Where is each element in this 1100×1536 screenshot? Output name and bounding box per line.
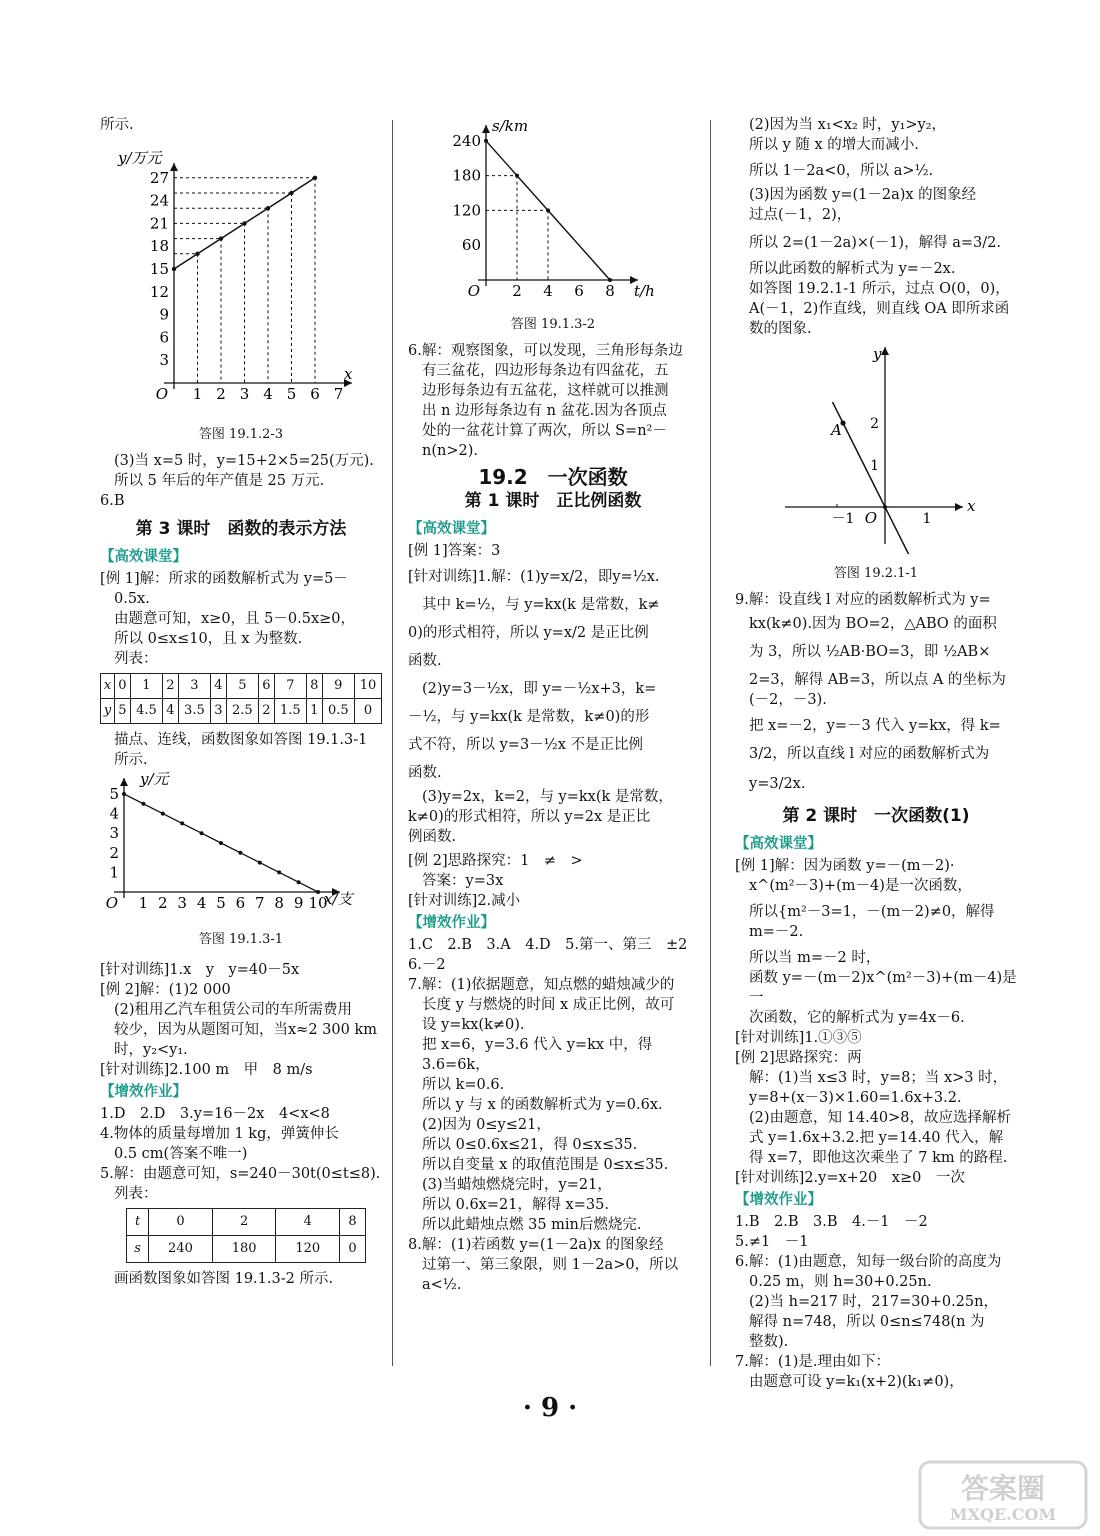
text-line: 整数). bbox=[749, 1334, 789, 1350]
origin-label: O bbox=[864, 509, 877, 527]
table-cell: 4 bbox=[163, 699, 178, 724]
text-line: 所示. bbox=[100, 117, 134, 133]
chart-fig-19-1-2-3 bbox=[100, 135, 382, 445]
text-line: [针对训练]1.①③⑤ bbox=[735, 1030, 862, 1046]
table-cell: 2 bbox=[259, 699, 274, 724]
text-line: (2)当 h=217 时，217=30+0.25n， bbox=[749, 1294, 998, 1310]
text-line: [针对训练]2.y=x+20 x≥0 一次 bbox=[735, 1170, 965, 1186]
x-axis-label: x/支 bbox=[324, 890, 353, 908]
text-line: 描点、连线，函数图象如答图 19.1.3-1 bbox=[114, 732, 368, 748]
x-tick-label: 1 bbox=[192, 385, 203, 403]
data-point bbox=[180, 821, 184, 825]
table-cell: 10 bbox=[355, 674, 382, 699]
text-line: 长度 y 与燃烧的时间 x 成正比例，故可 bbox=[422, 997, 675, 1013]
x-tick-label: 4 bbox=[263, 385, 273, 403]
y-tick-label: 9 bbox=[159, 305, 169, 324]
column-1 bbox=[100, 115, 382, 1289]
text-line: 为 3，所以 ½AB·BO=3，即 ½AB× bbox=[749, 644, 991, 660]
text-line: 式不符，所以 y=3－½x 不是正比例 bbox=[408, 737, 644, 753]
value-table bbox=[126, 1208, 366, 1263]
page-number: · 9 · bbox=[522, 1393, 578, 1423]
text-line: (3)当蜡烛燃烧完时，y=21， bbox=[422, 1177, 612, 1193]
y-tick-label: 2 bbox=[109, 843, 119, 862]
section-header: 【增效作业】 bbox=[735, 1192, 822, 1208]
text-line: [例 2]解：(1)2 000 bbox=[100, 982, 231, 998]
x-tick-label: 8 bbox=[605, 282, 615, 300]
lesson-title: 第 1 课时 正比例函数 bbox=[464, 491, 642, 511]
section-header: 【增效作业】 bbox=[408, 915, 495, 931]
table-cell: x bbox=[101, 674, 115, 699]
section-header: 【高效课堂】 bbox=[735, 836, 822, 852]
origin-label: O bbox=[467, 282, 480, 300]
section-title: 19.2 一次函数 bbox=[478, 465, 628, 489]
data-point bbox=[266, 206, 270, 210]
table-cell: 8 bbox=[340, 1209, 366, 1236]
text-line: 得 x=7，即他这次乘坐了 7 km 的路程. bbox=[749, 1150, 1008, 1166]
text-line: 所以 0≤x≤10，且 x 为整数. bbox=[114, 631, 303, 647]
table-cell: 2.5 bbox=[226, 699, 259, 724]
text-line: 0.25 m，则 h=30+0.25n. bbox=[749, 1274, 932, 1290]
text-line: 有三盆花，四边形每条边有四盆花，五 bbox=[422, 363, 669, 379]
table-cell: 1 bbox=[130, 674, 163, 699]
y-axis-label: y/万元 bbox=[118, 149, 162, 167]
line-chart bbox=[408, 115, 698, 305]
text-line: (2)因为 0≤y≤21， bbox=[422, 1117, 551, 1133]
text-line: 所以 0.6x=21，解得 x=35. bbox=[422, 1197, 609, 1213]
table-row bbox=[101, 674, 382, 699]
text-line: n(n>2). bbox=[422, 443, 478, 459]
text-line: [例 2]思路探究：1 ≠ > bbox=[408, 853, 583, 869]
x-tick-label: 2 bbox=[512, 282, 522, 300]
data-point bbox=[242, 221, 246, 225]
text-line: 如答图 19.2.1-1 所示，过点 O(0，0)， bbox=[749, 281, 1010, 297]
text-line: a<½. bbox=[422, 1277, 462, 1293]
text-line: 3.6=6k， bbox=[422, 1057, 490, 1073]
y-tick-label: 21 bbox=[149, 214, 169, 233]
data-point bbox=[316, 890, 320, 894]
x-tick-label: 6 bbox=[310, 385, 320, 403]
table-cell: 1 bbox=[307, 699, 322, 724]
text-line: 数的图象. bbox=[749, 321, 812, 337]
data-point bbox=[238, 851, 242, 855]
text-line: 所以此函数的解析式为 y=－2x. bbox=[749, 261, 956, 277]
column-2 bbox=[408, 115, 698, 1295]
value-table bbox=[100, 673, 382, 724]
column-divider bbox=[710, 120, 711, 1366]
text-line: 所以 5 年后的年产值是 25 万元. bbox=[114, 473, 325, 489]
text-line: 较少，因为从题图可知，当x≈2 300 km bbox=[114, 1022, 377, 1038]
x-tick-label: 5 bbox=[286, 385, 297, 403]
text-line: (2)由题意，知 14.40>8，故应选择解析 bbox=[749, 1110, 1012, 1126]
text-line: (2)y=3－½x，即 y=－½x+3，k= bbox=[422, 681, 657, 697]
text-line: x^(m²－3)+(m－4)是一次函数， bbox=[749, 878, 972, 894]
text-line: 函数. bbox=[408, 765, 442, 781]
text-line: 把 x=－2，y=－3 代入 y=kx，得 k= bbox=[749, 718, 1001, 734]
text-line: 所以{m²－3=1，－(m－2)≠0，解得 m=－2. bbox=[749, 904, 1000, 940]
line-chart bbox=[100, 770, 382, 920]
text-line: 7.解：(1)是.理由如下： bbox=[735, 1354, 890, 1370]
text-line: 设 y=kx(k≠0). bbox=[422, 1017, 525, 1033]
data-point bbox=[546, 208, 550, 212]
text-line: k≠0)的形式相符，所以 y=2x 是正比 bbox=[408, 809, 651, 825]
y-axis-arrow bbox=[170, 163, 178, 171]
chart-fig-19-2-1-1 bbox=[735, 339, 1017, 584]
point-label: A bbox=[831, 421, 842, 439]
y-tick-label: 3 bbox=[109, 824, 119, 843]
table-cell: 0 bbox=[340, 1236, 366, 1263]
data-point bbox=[161, 812, 165, 816]
text-line: (－2，－3). bbox=[749, 692, 827, 708]
line-chart bbox=[735, 339, 1017, 554]
y-tick-label: 5 bbox=[109, 785, 119, 803]
data-point bbox=[200, 831, 204, 835]
chart-fig-19-1-3-1 bbox=[100, 770, 382, 950]
text-line: 所以自变量 x 的取值范围是 0≤x≤35. bbox=[422, 1157, 669, 1173]
y-tick-label: 2 bbox=[870, 416, 879, 432]
table-cell: 5 bbox=[226, 674, 259, 699]
text-line: 所以此蜡烛点燃 35 min后燃烧完. bbox=[422, 1217, 642, 1233]
line-chart bbox=[100, 135, 382, 415]
figure-caption: 答图 19.1.2-3 bbox=[198, 427, 284, 442]
text-line: y=3/2x. bbox=[749, 776, 806, 792]
text-line: [例 2]思路探究：两 bbox=[735, 1050, 862, 1066]
data-point bbox=[195, 252, 199, 256]
text-line: [针对训练]1.解：(1)y=x/2，即y=½x. bbox=[408, 569, 660, 585]
chart-fig-19-1-3-2 bbox=[408, 115, 698, 335]
text-line: [例 1]解：所求的函数解析式为 y=5－ bbox=[100, 571, 348, 587]
lesson-title: 第 2 课时 一次函数(1) bbox=[782, 806, 970, 826]
y-axis-arrow bbox=[881, 347, 889, 355]
x-tick-label: －1 bbox=[831, 511, 855, 527]
y-axis-label: s/km bbox=[492, 117, 529, 135]
table-cell: 3 bbox=[211, 699, 226, 724]
x-tick-label: 9 bbox=[293, 894, 304, 912]
text-line: 9.解：设直线 l 对应的函数解析式为 y= bbox=[735, 592, 991, 608]
x-tick-label: 3 bbox=[177, 894, 187, 912]
y-tick-label: 3 bbox=[159, 351, 169, 370]
text-line: 时，y₂<y₁. bbox=[114, 1042, 188, 1058]
text-line: (3)当 x=5 时，y=15+2×5=25(万元). bbox=[114, 453, 374, 469]
text-line: 列表： bbox=[114, 651, 158, 667]
x-axis-label: t/h bbox=[634, 282, 655, 300]
table-cell: 7 bbox=[274, 674, 307, 699]
text-line: [例 1]解：因为函数 y=－(m－2)· bbox=[735, 858, 955, 874]
data-point bbox=[258, 861, 262, 865]
x-tick-label: 3 bbox=[239, 385, 250, 403]
table-cell: 4 bbox=[276, 1209, 340, 1236]
table-cell: 0 bbox=[355, 699, 382, 724]
text-line: 把 x=6，y=3.6 代入 y=kx 中，得 bbox=[422, 1037, 653, 1053]
text-line: 6.B bbox=[100, 493, 125, 509]
x-tick-label: 4 bbox=[543, 282, 553, 300]
text-line: －½，与 y=kx(k 是常数，k≠0)的形 bbox=[408, 709, 650, 725]
text-line: 0.5 cm(答案不唯一) bbox=[114, 1146, 248, 1162]
text-line: 过点(－1，2)， bbox=[749, 207, 852, 223]
text-line: [针对训练]1.x y y=40－5x bbox=[100, 962, 300, 978]
table-cell: 5 bbox=[115, 699, 130, 724]
text-line: 8.解：(1)若函数 y=(1－2a)x 的图象经 bbox=[408, 1237, 664, 1253]
y-axis-arrow bbox=[120, 778, 128, 786]
text-line: 所以 y 与 x 的函数解析式为 y=0.6x. bbox=[422, 1097, 663, 1113]
text-line: 所以 y 随 x 的增大而减小. bbox=[749, 137, 919, 153]
x-tick-label: 2 bbox=[216, 385, 226, 403]
text-line: 其中 k=½，与 y=kx(k 是常数，k≠ bbox=[422, 597, 660, 613]
table-cell: t bbox=[127, 1209, 149, 1236]
data-point bbox=[484, 139, 488, 143]
x-tick-label: 7 bbox=[255, 894, 265, 912]
x-tick-label: 8 bbox=[274, 894, 284, 912]
table-cell: y bbox=[101, 699, 115, 724]
table-cell: 0 bbox=[149, 1209, 213, 1236]
origin-label: O bbox=[105, 894, 118, 912]
text-line: 解：(1)当 x≤3 时，y=8；当 x>3 时， bbox=[749, 1070, 1008, 1086]
y-tick-label: 60 bbox=[461, 236, 481, 255]
x-tick-label: 5 bbox=[216, 894, 226, 912]
text-line: 所以当 m=－2 时， bbox=[749, 950, 881, 966]
text-line: 过第一、第三象限，则 1－2a>0，所以 bbox=[422, 1257, 679, 1273]
table-cell: 1.5 bbox=[274, 699, 307, 724]
watermark-url: MXQE.COM bbox=[949, 1505, 1057, 1524]
section-header: 【高效课堂】 bbox=[408, 521, 495, 537]
text-line: 函数. bbox=[408, 653, 442, 669]
text-line: 6.－2 bbox=[408, 957, 446, 973]
data-point bbox=[297, 880, 301, 884]
text-line: 由题意可知，x≥0，且 5－0.5x≥0， bbox=[114, 611, 355, 627]
x-tick-label: 2 bbox=[158, 894, 168, 912]
text-line: 次函数，它的解析式为 y=4x－6. bbox=[749, 1010, 965, 1026]
table-cell: 4 bbox=[211, 674, 226, 699]
table-row bbox=[127, 1236, 366, 1263]
data-point bbox=[277, 870, 281, 874]
data-point bbox=[608, 278, 612, 282]
table-cell: 2 bbox=[163, 674, 178, 699]
data-point bbox=[172, 267, 176, 271]
data-point bbox=[883, 505, 887, 509]
x-tick-label: 6 bbox=[235, 894, 246, 912]
text-line: 所以 0≤0.6x≤21，得 0≤x≤35. bbox=[422, 1137, 638, 1153]
y-tick-label: 240 bbox=[452, 131, 481, 150]
table-cell: 3.5 bbox=[178, 699, 211, 724]
y-axis-label: y/元 bbox=[140, 770, 169, 788]
table-row bbox=[127, 1209, 366, 1236]
text-line: 画函数图象如答图 19.1.3-2 所示. bbox=[114, 1271, 334, 1287]
section-header: 【增效作业】 bbox=[100, 1084, 187, 1100]
text-line: 处的一盆花计算了两次，所以 S=n²－ bbox=[422, 423, 667, 439]
x-tick-label: 10 bbox=[308, 894, 328, 912]
column-divider bbox=[392, 120, 393, 1366]
y-tick-label: 1 bbox=[870, 458, 879, 474]
text-line: 1.C 2.B 3.A 4.D 5.第一、第三 ±2 bbox=[408, 937, 688, 953]
text-line: 0)的形式相符，所以 y=x/2 是正比例 bbox=[408, 625, 649, 641]
x-axis-label: x bbox=[967, 497, 976, 515]
origin-label: O bbox=[155, 385, 168, 403]
y-tick-label: 27 bbox=[149, 168, 169, 187]
x-axis-label: x bbox=[344, 365, 353, 383]
text-line: 所以 1－2a<0，所以 a>½. bbox=[749, 163, 934, 179]
text-line: 6.解：(1)由题意，知每一级台阶的高度为 bbox=[735, 1254, 1002, 1270]
text-line: 6.解：观察图象，可以发现，三角形每条边 bbox=[408, 343, 683, 359]
data-point bbox=[289, 191, 293, 195]
column-3 bbox=[735, 115, 1017, 1392]
figure-caption: 答图 19.1.3-1 bbox=[198, 932, 284, 947]
y-tick-label: 180 bbox=[452, 166, 481, 185]
y-tick-label: 1 bbox=[109, 863, 119, 882]
x-tick-label: 6 bbox=[574, 282, 584, 300]
data-point bbox=[141, 802, 145, 806]
x-tick-label: 1 bbox=[138, 894, 149, 912]
text-line: 4.物体的质量每增加 1 kg，弹簧伸长 bbox=[100, 1126, 339, 1142]
y-axis-label: y bbox=[873, 345, 882, 363]
text-line: y=8+(x－3)×1.60=1.6x+3.2. bbox=[749, 1090, 962, 1106]
y-axis-arrow bbox=[482, 125, 490, 133]
text-line: 1.D 2.D 3.y=16－2x 4<x<8 bbox=[100, 1106, 330, 1122]
x-axis-arrow bbox=[955, 503, 963, 511]
table-cell: 0.5 bbox=[322, 699, 355, 724]
data-point bbox=[313, 176, 317, 180]
figure-caption: 答图 19.1.3-2 bbox=[510, 317, 596, 332]
text-line: [例 1]答案：3 bbox=[408, 543, 501, 559]
text-line: [针对训练]2.100 m 甲 8 m/s bbox=[100, 1062, 313, 1078]
text-line: 答案：y=3x bbox=[422, 873, 504, 889]
section-header: 【高效课堂】 bbox=[100, 549, 187, 565]
text-line: 所以 k=0.6. bbox=[422, 1077, 505, 1093]
table-cell: 9 bbox=[322, 674, 355, 699]
data-point bbox=[515, 174, 519, 178]
data-point bbox=[219, 236, 223, 240]
text-line: 函数 y=－(m－2)x^(m²－3)+(m－4)是一 bbox=[749, 970, 1017, 1006]
text-line: 7.解：(1)依据题意，知点燃的蜡烛减少的 bbox=[408, 977, 675, 993]
data-point bbox=[219, 841, 223, 845]
table-cell: 0 bbox=[115, 674, 130, 699]
table-cell: 8 bbox=[307, 674, 322, 699]
text-line: 5.解：由题意可知，s=240－30t(0≤t≤8). bbox=[100, 1166, 381, 1182]
text-line: 所示. bbox=[114, 752, 148, 768]
text-line: 由题意可设 y=k₁(x+2)(k₁≠0)， bbox=[749, 1374, 964, 1390]
text-line: 0.5x. bbox=[114, 591, 150, 607]
x-tick-label: 1 bbox=[922, 511, 932, 527]
text-line: 2=3，解得 AB=3，所以点 A 的坐标为 bbox=[749, 672, 1006, 688]
text-line: (3)因为函数 y=(1－2a)x 的图象经 bbox=[749, 187, 977, 203]
text-line: kx(k≠0).因为 BO=2，△ABO 的面积 bbox=[749, 616, 997, 632]
x-tick-label: 4 bbox=[196, 894, 207, 912]
text-line: 3/2，所以直线 l 对应的函数解析式为 bbox=[749, 746, 990, 762]
table-cell: 3 bbox=[178, 674, 211, 699]
text-line: [针对训练]2.减小 bbox=[408, 893, 521, 909]
table-cell: 4.5 bbox=[130, 699, 163, 724]
table-row bbox=[101, 699, 382, 724]
text-line: (2)因为当 x₁<x₂ 时，y₁>y₂， bbox=[749, 117, 947, 133]
table-cell: 120 bbox=[276, 1236, 340, 1263]
watermark-logo bbox=[918, 1460, 1088, 1530]
text-line: 出 n 边形每条边有 n 盆花.因为各顶点 bbox=[422, 403, 667, 419]
y-tick-label: 24 bbox=[149, 191, 169, 210]
table-cell: 6 bbox=[259, 674, 274, 699]
lesson-title: 第 3 课时 函数的表示方法 bbox=[135, 519, 347, 539]
table-cell: s bbox=[127, 1236, 149, 1263]
table-cell: 180 bbox=[212, 1236, 276, 1263]
y-tick-label: 12 bbox=[149, 282, 169, 301]
text-line: 式 y=1.6x+3.2.把 y=14.40 代入，解 bbox=[749, 1130, 1004, 1146]
text-line: (2)租用乙汽车租赁公司的车所需费用 bbox=[114, 1002, 353, 1018]
text-line: 边形每条边有五盆花，这样就可以推测 bbox=[422, 383, 669, 399]
text-line: 例函数. bbox=[408, 829, 457, 845]
table-cell: 2 bbox=[212, 1209, 276, 1236]
x-tick-label: 7 bbox=[333, 385, 344, 403]
y-tick-label: 6 bbox=[159, 328, 169, 347]
text-line: 5.≠1 －1 bbox=[735, 1234, 809, 1250]
y-tick-label: 18 bbox=[149, 237, 169, 256]
y-tick-label: 15 bbox=[149, 260, 169, 278]
text-line: 列表： bbox=[114, 1186, 158, 1202]
text-line: A(－1，2)作直线，则直线 OA 即所求函 bbox=[749, 301, 1010, 317]
figure-caption: 答图 19.2.1-1 bbox=[833, 566, 919, 581]
y-tick-label: 4 bbox=[109, 804, 119, 823]
text-line: 所以 2=(1－2a)×(－1)，解得 a=3/2. bbox=[749, 235, 1001, 251]
data-point bbox=[122, 792, 126, 796]
text-line: 1.B 2.B 3.B 4.－1 －2 bbox=[735, 1214, 928, 1230]
text-line: 解得 n=748，所以 0≤n≤748(n 为 bbox=[749, 1314, 985, 1330]
y-tick-label: 120 bbox=[452, 201, 481, 220]
text-line: (3)y=2x，k=2，与 y=kx(k 是常数， bbox=[422, 789, 673, 805]
table-cell: 240 bbox=[149, 1236, 213, 1263]
watermark-text: 答案圈 bbox=[960, 1472, 1046, 1505]
